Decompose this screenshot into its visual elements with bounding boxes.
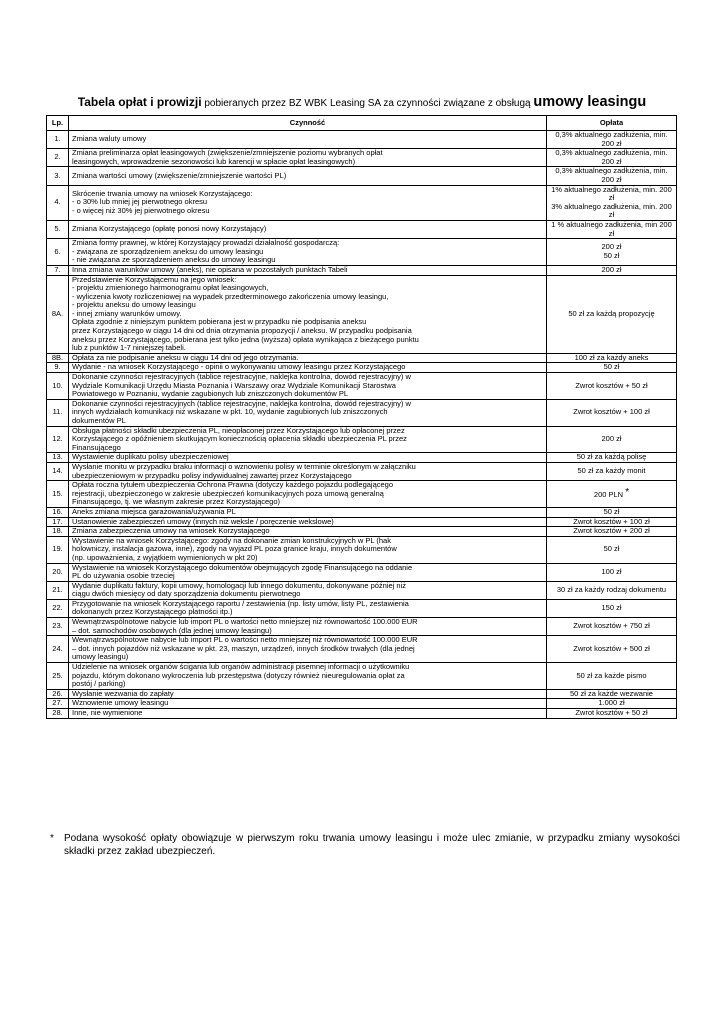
row-fee: [547, 536, 677, 563]
row-description: [69, 618, 547, 636]
description-line: Dokonanie czynności rejestracyjnych (tablice rejestracyjne, naklejka kontrolna, dowód rejestracyjny) w: [72, 372, 411, 382]
description-line: Zmiana Korzystającego (opłatę ponosi nowy Korzystający): [72, 224, 267, 234]
row-number: 9.: [47, 363, 69, 373]
fee-value: Zwrot kosztów + 100 zł: [573, 407, 650, 417]
row-fee: [547, 709, 677, 719]
row-number: 24.: [47, 636, 69, 663]
footnote: [50, 832, 680, 858]
row-number: 21.: [47, 581, 69, 599]
fee-line: [550, 690, 673, 699]
description-line: – dot. innych pojazdów niż wskazane w pkt. 23, maszyn, urządzeń, innych środków trwałych (dla jednej: [72, 643, 415, 653]
table-row: [47, 373, 677, 400]
fee-line: [550, 545, 673, 554]
fee-line: [550, 568, 673, 577]
row-number: 17.: [47, 517, 69, 527]
fee-value: Zwrot kosztów + 500 zł: [573, 643, 650, 653]
title-bold-part: Tabela opłat i prowizji: [77, 95, 202, 109]
row-fee: [547, 149, 677, 167]
row-description: [69, 563, 547, 581]
row-number: 13.: [47, 453, 69, 463]
row-description: [69, 527, 547, 537]
table-row: [47, 399, 677, 426]
row-description: [69, 131, 547, 149]
fee-line: [550, 645, 673, 654]
row-number: 28.: [47, 709, 69, 719]
row-fee: [547, 265, 677, 275]
row-fee: [547, 689, 677, 699]
description-line: Wysłanie monitu w przypadku braku informacji o wznowieniu polisy w terminie określonym w załączniku: [72, 462, 416, 471]
row-number: 18.: [47, 527, 69, 537]
table-row: [47, 353, 677, 363]
row-fee: [547, 663, 677, 690]
row-description: [69, 275, 547, 353]
row-description: [69, 517, 547, 527]
fee-value: 150 zł: [601, 603, 622, 613]
row-description: [69, 599, 547, 617]
table-row: [47, 599, 677, 617]
row-description: [69, 699, 547, 709]
description-line: Opłata za nie podpisanie aneksu w ciągu 14 dni od jego otrzymania.: [72, 353, 299, 362]
row-fee: [547, 131, 677, 149]
row-number: 5.: [47, 220, 69, 238]
fee-value: 50 zł: [603, 362, 620, 372]
description-line: Aneks zmiana miejsca garażowania/używania PL: [72, 507, 236, 516]
table-row: [47, 131, 677, 149]
fee-value: Zwrot kosztów + 750 zł: [573, 621, 650, 631]
header-fee: Opłata: [547, 116, 677, 131]
description-line: Finansującego: [72, 442, 121, 452]
header-lp: Lp.: [47, 116, 69, 131]
fee-line: [550, 310, 673, 319]
description-line: pojazdu, którym dokonano wykroczenia lub przestępstwa (dotyczy również nieuregulowania opłat za: [72, 670, 405, 680]
table-row: [47, 363, 677, 373]
row-description: [69, 426, 547, 453]
row-number: 11.: [47, 399, 69, 426]
row-description: [69, 353, 547, 363]
table-row: [47, 527, 677, 537]
description-line: Wznowienie umowy leasingu: [72, 698, 169, 708]
description-line: innych wydziałach komunikacji niż wskazane w pkt. 10, wydanie zagubionych lub zniszczonych: [72, 407, 388, 417]
title-emphasis-part: umowy leasingu: [533, 94, 647, 110]
table-row: [47, 636, 677, 663]
row-fee: [547, 563, 677, 581]
row-number: 1.: [47, 131, 69, 149]
row-description: [69, 462, 547, 480]
row-number: 3.: [47, 167, 69, 185]
row-description: [69, 239, 547, 266]
row-description: [69, 363, 547, 373]
table-row: [47, 265, 677, 275]
description-line: Powiatowego w Poznaniu, wydanie zagubionych lub zniszczonych dokumentów PL: [72, 389, 348, 399]
fee-value: 50 zł: [603, 544, 620, 554]
description-line: Inne, nie wymienione: [72, 708, 143, 717]
fee-value: 50 zł za każdą polisę: [576, 452, 647, 462]
fee-value: 3% aktualnego zadłużenia, min. 200 zł: [551, 201, 672, 220]
row-description: [69, 265, 547, 275]
description-line: – dot. samochodów osobowych (dla jednej umowy leasingu): [72, 625, 272, 635]
description-line: lub z punktów 1-7 niniejszej tabeli.: [72, 343, 186, 353]
description-line: Wydanie duplikatu faktury, kopii umowy, homologacji lub innego dokumentu, dokonywane później niż: [72, 581, 407, 590]
description-line: ubezpieczeniowym w przypadku polisy indywidualnej zawartej przez Korzystającego: [72, 470, 352, 480]
row-fee: [547, 517, 677, 527]
fee-value: 50 zł za każde pismo: [576, 670, 647, 680]
fee-line: [550, 363, 673, 372]
table-row: [47, 149, 677, 167]
row-number: 27.: [47, 699, 69, 709]
description-line: - o 30% lub mniej jej pierwotnego okresu: [72, 197, 208, 207]
row-description: [69, 507, 547, 517]
row-number: 7.: [47, 265, 69, 275]
fee-line: [550, 467, 673, 476]
fee-line: [550, 354, 673, 363]
row-number: 26.: [47, 689, 69, 699]
row-fee: [547, 399, 677, 426]
row-description: [69, 453, 547, 463]
fee-line: [550, 518, 673, 527]
footnote-mark: *: [50, 833, 54, 844]
description-line: Wystawienie na wniosek Korzystającego: zgody na dokonanie zmian konstrukcyjnych w PL (hak: [72, 536, 391, 545]
description-line: Finansującego, tj. we własnym zakresie przez Korzystającego): [72, 497, 281, 507]
fee-line: [550, 508, 673, 517]
table-row: [47, 517, 677, 527]
description-line: Inna zmiana warunków umowy (aneks), nie opisana w pozostałych punktach Tabeli: [72, 265, 348, 274]
fee-line: [550, 699, 673, 708]
table-body: [47, 131, 677, 719]
table-row: [47, 481, 677, 508]
description-line: Wewnątrzwspólnotowe nabycie lub import PL o wartości netto mniejszej niż równowartość 100.000 EUR: [72, 635, 418, 645]
description-line: Wydziale Komunikacji Urzędu Miasta Poznania i Warszawy oraz Wydziale Komunikacji Starostwa: [72, 380, 396, 390]
fee-value: 0,3% aktualnego zadłużenia, min. 200 zł: [555, 148, 668, 166]
fee-value: 50 zł: [603, 507, 620, 516]
row-number: 25.: [47, 663, 69, 690]
table-row: [47, 563, 677, 581]
row-fee: [547, 507, 677, 517]
document-title: [0, 92, 724, 114]
fee-value: 1 % aktualnego zadłużenia, min 200 zł: [551, 220, 672, 238]
row-number: 4.: [47, 185, 69, 220]
fee-value: Zwrot kosztów + 50 zł: [575, 708, 648, 717]
description-line: Opłata zgodnie z niniejszym punktem pobierana jest w przypadku nie podpisania aneksu: [72, 317, 367, 327]
description-line: - związana ze sporządzeniem aneksu do umowy leasingu: [72, 246, 264, 256]
row-number: 15.: [47, 481, 69, 508]
row-fee: [547, 363, 677, 373]
row-fee: [547, 239, 677, 266]
description-line: Przedstawienie Korzystającemu na jego wniosek:: [72, 275, 237, 284]
row-fee: [547, 462, 677, 480]
fee-value: 200 PLN: [593, 489, 624, 499]
row-number: 22.: [47, 599, 69, 617]
fee-value: Zwrot kosztów + 200 zł: [573, 526, 650, 536]
fee-line: [550, 672, 673, 681]
table-row: [47, 581, 677, 599]
fee-value: 100 zł za każdy aneks: [574, 353, 649, 362]
row-description: [69, 149, 547, 167]
title-normal-part: pobieranych przez BZ WBK Leasing SA za czynności związane z obsługą: [201, 98, 534, 109]
table-header-row: [47, 116, 677, 131]
table-row: [47, 462, 677, 480]
row-fee: [547, 636, 677, 663]
description-line: dokumentów PL: [72, 416, 126, 425]
row-description: [69, 663, 547, 690]
row-description: [69, 399, 547, 426]
description-line: Zmiana wartości umowy (zwiększenie/zmniejszenie wartości PL): [72, 170, 287, 180]
row-fee: [547, 353, 677, 363]
description-line: Przygotowanie na wniosek Korzystającego raportu / zestawienia (np. listy umów, listy PL, zestawienia: [72, 599, 409, 608]
row-number: 6.: [47, 239, 69, 266]
description-line: Ustanowienie zabezpieczeń umowy (innych niż weksle / poręczenie wekslowe): [72, 517, 334, 526]
row-description: [69, 185, 547, 220]
row-number: 12.: [47, 426, 69, 453]
table-row: [47, 618, 677, 636]
fee-line: [550, 622, 673, 631]
fee-line: [550, 203, 673, 220]
fee-value: 50 zł za każdą propozycję: [568, 308, 655, 318]
fee-line: [550, 709, 673, 718]
fee-line: [550, 382, 673, 391]
table-row: [47, 709, 677, 719]
fee-line: [550, 167, 673, 184]
fees-table: [46, 115, 677, 719]
description-line: Udzielenie na wniosek organów ścigania lub organów administracji pisemnej informacji o użytkowniku: [72, 662, 410, 672]
description-line: ciągu dwóch miesięcy od daty sporządzenia dokumentu pierwotnego: [72, 589, 301, 599]
row-number: 16.: [47, 507, 69, 517]
row-description: [69, 636, 547, 663]
fee-line: [550, 604, 673, 613]
fee-value: 100 zł: [601, 566, 622, 576]
description-line: aneksu przez Korzystającego, pobierana jest tylko jedna (wyższa) opłata wynikająca z bieżącego punktu: [72, 334, 419, 344]
description-line: Wewnątrzwspólnotowe nabycie lub import PL o wartości netto mniejszej niż równowartość 100.000 EUR: [72, 617, 418, 627]
fee-line: [550, 131, 673, 148]
table-row: [47, 426, 677, 453]
row-fee: [547, 373, 677, 400]
table-row: [47, 536, 677, 563]
row-description: [69, 581, 547, 599]
table-row: [47, 663, 677, 690]
description-line: umowy leasingu): [72, 652, 129, 662]
row-number: 19.: [47, 536, 69, 563]
row-fee: [547, 167, 677, 185]
row-fee: [547, 699, 677, 709]
description-line: Zmiana formy prawnej, w której Korzystający prowadzi działalność gospodarczą:: [72, 238, 340, 248]
fee-line: [550, 527, 673, 536]
table-row: [47, 185, 677, 220]
table-row: [47, 453, 677, 463]
description-line: (np. upoważnienia, z wyjątkiem wymienionych w pkt 20): [72, 552, 258, 562]
description-line: - projektu zmienionego harmonogramu opłat leasingowych,: [72, 283, 269, 293]
description-line: holowniczy, instalacja gazowa, inne), zgody na wyjazd PL poza granice kraju, innych dokumentów: [72, 544, 397, 554]
fee-value: 200 zł: [601, 265, 622, 274]
table-row: [47, 275, 677, 353]
fee-value: 200 zł: [601, 242, 622, 252]
description-line: postój / parking): [72, 679, 126, 689]
fee-line: [550, 252, 673, 261]
description-line: - o więcej niż 30% jej pierwotnego okresu: [72, 206, 210, 216]
row-number: 23.: [47, 618, 69, 636]
fee-line: [550, 186, 673, 203]
fee-value: 200 zł: [601, 434, 622, 444]
row-fee: [547, 185, 677, 220]
fee-line: [550, 149, 673, 166]
row-fee: [547, 599, 677, 617]
row-fee: [547, 527, 677, 537]
fee-line: [550, 221, 673, 238]
description-line: - innej zmiany warunków umowy.: [72, 308, 182, 318]
table-row: [47, 167, 677, 185]
description-line: Wydanie - na wniosek Korzystającego - opinii o wykonywaniu umowy leasingu przez Korzystającego: [72, 362, 406, 372]
row-fee: [547, 275, 677, 353]
footnote-text: Podana wysokość opłaty obowiązuje w pierwszym roku trwania umowy leasingu i może ulec zmianie, w przypadku zmiany wysokości składki przez zakład ubezpieczeń.: [64, 833, 680, 857]
row-fee: [547, 220, 677, 238]
description-line: rejestracji, ubezpieczonego w zakresie ubezpieczeń komunikacyjnych poza umową generalną: [72, 488, 384, 498]
fee-line: [550, 266, 673, 275]
row-fee: [547, 481, 677, 508]
fee-line: [550, 453, 673, 462]
table-row: [47, 220, 677, 238]
description-line: leasingowych, wprowadzenie sezonowości lub karencji w spłacie opłat leasingowych): [72, 156, 356, 166]
row-description: [69, 220, 547, 238]
row-number: 8B.: [47, 353, 69, 363]
description-line: - projektu aneksu do umowy leasingu: [72, 300, 196, 310]
fee-value: Zwrot kosztów + 100 zł: [573, 517, 650, 526]
fee-value: 0,3% aktualnego zadłużenia, min. 200 zł: [555, 166, 668, 184]
row-number: 20.: [47, 563, 69, 581]
fee-line: [550, 435, 673, 444]
row-description: [69, 709, 547, 719]
row-fee: [547, 426, 677, 453]
fee-value: 1% aktualnego zadłużenia, min. 200 zł: [551, 185, 672, 203]
description-line: Dokonanie czynności rejestracyjnych (tablice rejestracyjne, naklejka kontrolna, dowód rejestracyjny) w: [72, 399, 411, 408]
table-row: [47, 239, 677, 266]
fee-value: Zwrot kosztów + 50 zł: [575, 380, 648, 390]
description-line: - nie związana ze sporządzeniem aneksu do umowy leasingu: [72, 255, 276, 265]
table-row: [47, 507, 677, 517]
row-description: [69, 167, 547, 185]
fee-value: 50 zł: [603, 251, 620, 261]
row-description: [69, 689, 547, 699]
row-fee: [547, 453, 677, 463]
description-line: Zmiana waluty umowy: [72, 134, 147, 144]
row-fee: [547, 581, 677, 599]
description-line: Zmiana preliminarza opłat leasingowych (zwiększenie/zmniejszenie poziomu wybranych opłat: [72, 148, 383, 158]
table-row: [47, 699, 677, 709]
footnote-reference: *: [625, 486, 630, 498]
fee-value: 1.000 zł: [598, 698, 625, 708]
description-line: - wyliczenia kwoty rozliczeniowej na wypadek przedterminowego zakończenia umowy leasingu,: [72, 291, 389, 301]
fee-line: [550, 586, 673, 595]
description-line: Wystawienie na wniosek Korzystającego dokumentów obejmujących zgodę Finansującego na oddanie: [72, 563, 413, 572]
fee-line: [550, 408, 673, 417]
fee-value: 0,3% aktualnego zadłużenia, min. 200 zł: [555, 130, 668, 148]
row-number: 14.: [47, 462, 69, 480]
row-number: 2.: [47, 149, 69, 167]
description-line: Korzystającego z opóźnieniem skutkującym koniecznością opłacenia składki ubezpieczenia PL przez: [72, 434, 407, 444]
description-line: Opłata roczna tytułem ubezpieczenia Ochrona Prawna (dotyczy każdego pojazdu podlegającego: [72, 480, 394, 490]
description-line: dokonanych przez Korzystającego płatności itp.): [72, 607, 233, 617]
description-line: PL do używania osobie trzeciej: [72, 571, 175, 581]
row-number: 10.: [47, 373, 69, 400]
fee-value: 50 zł za każdy monit: [577, 466, 646, 476]
table-row: [47, 689, 677, 699]
row-description: [69, 481, 547, 508]
header-activity: Czynność: [69, 116, 547, 131]
row-description: [69, 536, 547, 563]
description-line: Skrócenie trwania umowy na wniosek Korzystającego:: [72, 188, 253, 198]
description-line: Wystawienie duplikatu polisy ubezpieczeniowej: [72, 452, 229, 462]
row-fee: [547, 618, 677, 636]
fee-line: [550, 486, 673, 500]
row-description: [69, 373, 547, 400]
fee-value: 30 zł za każdy rodzaj dokumentu: [556, 584, 667, 594]
fee-value: 50 zł za każde wezwanie: [570, 689, 653, 698]
description-line: przez Korzystającego w ciągu 14 dni od dnia otrzymania propozycji / aneksu. W przypadku podpisania: [72, 326, 412, 336]
description-line: Zmiana zabezpieczenia umowy na wniosek Korzystającego: [72, 526, 270, 536]
description-line: Obsługa płatności składki ubezpieczenia PL, nieopłaconej przez Korzystającego lub opłaconej przez: [72, 426, 405, 435]
row-number: 8A.: [47, 275, 69, 353]
description-line: Wysłanie wezwania do zapłaty: [72, 689, 174, 698]
